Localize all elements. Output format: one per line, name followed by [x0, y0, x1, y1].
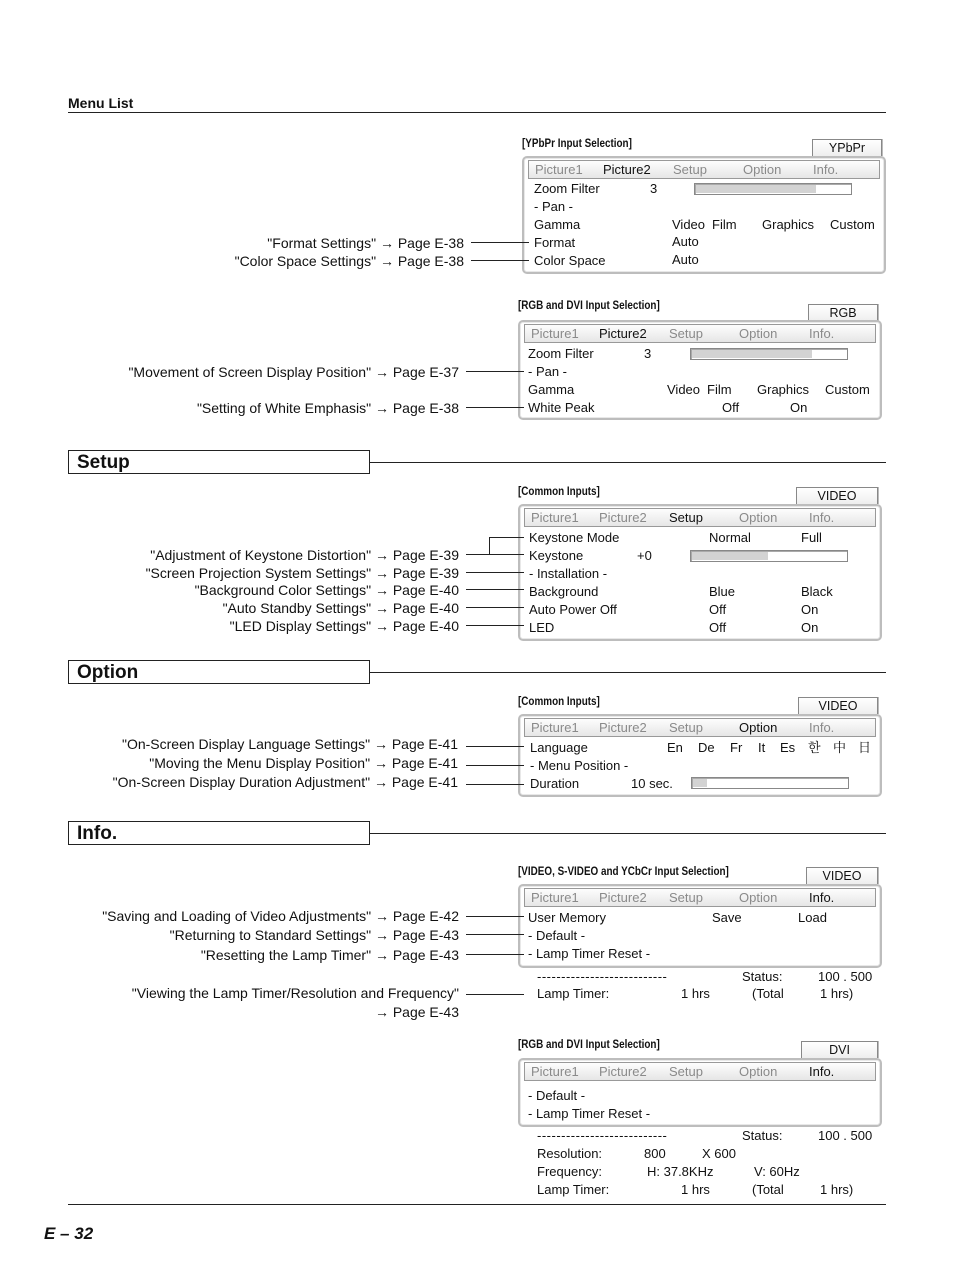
language-ko[interactable]: 한 — [808, 740, 821, 755]
status-divider: --------------------------- — [537, 1128, 668, 1143]
leader-line — [466, 572, 524, 573]
gamma-label: Gamma — [528, 382, 575, 397]
lamp-timer-reset-label[interactable]: - Lamp Timer Reset - — [528, 1106, 651, 1121]
user-memory-ref-label: "Saving and Loading of Video Adjustments" → Page E-42 — [102, 908, 459, 924]
leader-line — [466, 954, 524, 955]
header-rule — [68, 112, 886, 113]
info-menu-panel — [518, 884, 882, 968]
leader-line — [466, 994, 524, 995]
leader-line — [466, 407, 524, 408]
background-label: Background — [529, 584, 599, 599]
lamp-reset-ref-label: "Resetting the Lamp Timer" → Page E-43 — [200, 947, 459, 963]
tab-picture1[interactable]: Picture1 — [531, 890, 579, 905]
slider-fill — [696, 185, 816, 193]
zoom-filter-label: Zoom Filter — [528, 346, 594, 361]
rgb-tab: RGB — [808, 304, 878, 321]
default-label[interactable]: - Default - — [528, 928, 586, 943]
leader-line — [466, 916, 524, 917]
gamma-option-video[interactable]: Video — [672, 217, 706, 232]
tab-option[interactable]: Option — [739, 890, 778, 905]
zoom-filter-slider[interactable] — [694, 183, 852, 195]
status-value: 100 . 500 — [818, 969, 873, 984]
duration-label: Duration — [530, 776, 580, 791]
rgb-menu-panel — [518, 320, 882, 420]
footer-rule — [68, 1204, 886, 1205]
language-ja[interactable]: 日 — [858, 740, 872, 755]
info-video-tab: VIDEO — [806, 867, 878, 884]
gamma-option-graphics[interactable]: Graphics — [757, 382, 810, 397]
lamp-timer-value: 1 hrs — [681, 986, 710, 1001]
lamp-total-value: 1 hrs) — [820, 986, 854, 1001]
tab-info[interactable]: Info. — [809, 510, 835, 525]
status-divider: --------------------------- — [537, 969, 668, 984]
status-label: Status: — [742, 1128, 783, 1143]
ypbpr-tab: YPbPr — [812, 139, 882, 156]
leader-line — [466, 765, 524, 766]
color-space-value[interactable]: Auto — [672, 252, 699, 267]
resolution-height: X 600 — [702, 1146, 736, 1161]
menu-tab-bar — [524, 508, 876, 527]
leader-line — [466, 371, 524, 372]
gamma-option-video[interactable]: Video — [667, 382, 701, 397]
frequency-vertical: V: 60Hz — [754, 1164, 800, 1179]
ypbpr-menu-panel — [522, 156, 886, 274]
status-value: 100 . 500 — [818, 1128, 873, 1143]
keystone-value: +0 — [637, 548, 652, 563]
leader-line — [466, 934, 524, 935]
menu-tab-bar — [524, 1062, 876, 1081]
tab-option[interactable]: Option — [743, 162, 782, 177]
tab-picture1[interactable]: Picture1 — [531, 1064, 579, 1079]
auto-power-off-label: Auto Power Off — [529, 602, 617, 617]
lamp-timer-label: Lamp Timer: — [537, 986, 610, 1001]
slider-fill — [692, 350, 812, 358]
language-fr[interactable]: Fr — [730, 740, 743, 755]
format-settings-label: "Format Settings" → Page E-38 — [267, 235, 464, 251]
tab-picture2[interactable]: Picture2 — [599, 890, 647, 905]
keystone-mode-label: Keystone Mode — [529, 530, 620, 545]
language-es[interactable]: Es — [780, 740, 796, 755]
pan-label[interactable]: - Pan - — [534, 199, 574, 214]
setup-video-tab: VIDEO — [796, 487, 878, 504]
page-number: E – 32 — [44, 1224, 94, 1243]
leader-line — [466, 784, 524, 785]
tab-option[interactable]: Option — [739, 720, 778, 735]
tab-setup[interactable]: Setup — [669, 890, 703, 905]
tab-info[interactable]: Info. — [809, 1064, 835, 1079]
frequency-label: Frequency: — [537, 1164, 603, 1179]
tab-setup[interactable]: Setup — [669, 510, 703, 525]
zoom-filter-value: 3 — [650, 181, 658, 196]
lamp-timer-label: Lamp Timer: — [537, 1182, 610, 1197]
menu-position-label[interactable]: - Menu Position - — [530, 758, 629, 773]
zoom-filter-slider[interactable] — [690, 348, 848, 360]
user-memory-load[interactable]: Load — [798, 910, 827, 925]
tab-picture2[interactable]: Picture2 — [603, 162, 651, 177]
lamp-timer-reset-label[interactable]: - Lamp Timer Reset - — [528, 946, 651, 961]
lamp-total-label: (Total — [752, 1182, 784, 1197]
tab-picture2[interactable]: Picture2 — [599, 326, 647, 341]
installation-label[interactable]: - Installation - — [529, 566, 608, 581]
slider-fill — [693, 779, 707, 787]
gamma-label: Gamma — [534, 217, 581, 232]
leader-line — [489, 537, 524, 538]
tab-picture1[interactable]: Picture1 — [531, 720, 579, 735]
option-menu-panel — [518, 714, 882, 797]
osd-duration-label: "On-Screen Display Duration Adjustment" → Page E-41 — [112, 774, 458, 790]
tab-info[interactable]: Info. — [813, 162, 839, 177]
format-value[interactable]: Auto — [672, 234, 699, 249]
language-de[interactable]: De — [698, 740, 715, 755]
user-memory-label: User Memory — [528, 910, 607, 925]
led-on[interactable]: On — [801, 620, 819, 635]
tab-picture1[interactable]: Picture1 — [531, 510, 579, 525]
pan-label[interactable]: - Pan - — [528, 364, 568, 379]
standard-settings-label: "Returning to Standard Settings" → Page E-43 — [169, 927, 459, 943]
lamp-viewing-page-label: → Page E-43 — [374, 1004, 459, 1020]
gamma-option-film[interactable]: Film — [707, 382, 732, 397]
resolution-width: 800 — [644, 1146, 666, 1161]
status-label: Status: — [742, 969, 783, 984]
screen-position-label: "Movement of Screen Display Position" → Page E-37 — [128, 364, 459, 380]
leader-line — [466, 746, 524, 747]
lamp-total-label: (Total — [752, 986, 784, 1001]
white-emphasis-label: "Setting of White Emphasis" → Page E-38 — [196, 400, 459, 416]
tab-setup[interactable]: Setup — [669, 326, 703, 341]
tab-setup[interactable]: Setup — [669, 1064, 703, 1079]
resolution-label: Resolution: — [537, 1146, 603, 1161]
section-rule — [370, 462, 886, 463]
user-memory-save[interactable]: Save — [712, 910, 742, 925]
info-caption: [VIDEO, S-VIDEO and YCbCr Input Selection] — [518, 866, 729, 878]
language-zh[interactable]: 中 — [833, 740, 847, 755]
auto-power-off-off[interactable]: Off — [709, 602, 727, 617]
duration-value: 10 sec. — [631, 776, 673, 791]
frequency-horizontal: H: 37.8KHz — [647, 1164, 714, 1179]
leader-line — [489, 554, 524, 555]
tab-picture1[interactable]: Picture1 — [535, 162, 583, 177]
white-peak-on[interactable]: On — [790, 400, 808, 415]
led-display-label: "LED Display Settings" → Page E-40 — [229, 618, 459, 634]
tab-picture2[interactable]: Picture2 — [599, 720, 647, 735]
leader-bracket — [489, 537, 490, 554]
language-en[interactable]: En — [667, 740, 683, 755]
led-label: LED — [529, 620, 555, 635]
keystone-slider[interactable] — [690, 550, 848, 562]
auto-standby-label: "Auto Standby Settings" → Page E-40 — [222, 600, 459, 616]
background-color-label: "Background Color Settings" → Page E-40 — [194, 582, 459, 598]
tab-picture1[interactable]: Picture1 — [531, 326, 579, 341]
page-header: Menu List — [68, 95, 134, 111]
projection-system-label: "Screen Projection System Settings" → Page E-39 — [145, 565, 459, 581]
menu-tab-bar — [524, 888, 876, 907]
dvi-menu-panel — [518, 1058, 882, 1127]
rgb-caption: [RGB and DVI Input Selection] — [518, 300, 660, 312]
gamma-option-custom[interactable]: Custom — [825, 382, 870, 397]
slider-fill — [692, 552, 768, 560]
zoom-filter-label: Zoom Filter — [534, 181, 600, 196]
leader-line — [466, 607, 524, 608]
white-peak-off[interactable]: Off — [722, 400, 740, 415]
tab-info[interactable]: Info. — [809, 720, 835, 735]
menu-tab-bar — [524, 324, 876, 343]
tab-option[interactable]: Option — [739, 326, 778, 341]
tab-picture2[interactable]: Picture2 — [599, 510, 647, 525]
option-section-title: Option — [68, 660, 370, 684]
gamma-option-custom[interactable]: Custom — [830, 217, 875, 232]
tab-option[interactable]: Option — [739, 510, 778, 525]
tab-info[interactable]: Info. — [809, 326, 835, 341]
option-caption: [Common Inputs] — [518, 696, 600, 708]
setup-caption: [Common Inputs] — [518, 486, 600, 498]
white-peak-label: White Peak — [528, 400, 595, 415]
background-blue[interactable]: Blue — [709, 584, 736, 599]
osd-language-label: "On-Screen Display Language Settings" → Page E-41 — [121, 736, 458, 752]
tab-info[interactable]: Info. — [809, 890, 835, 905]
color-space-settings-label: "Color Space Settings" → Page E-38 — [234, 253, 464, 269]
tab-setup[interactable]: Setup — [673, 162, 707, 177]
tab-option[interactable]: Option — [739, 1064, 778, 1079]
color-space-label: Color Space — [534, 253, 606, 268]
leader-line — [466, 554, 490, 555]
keystone-mode-normal[interactable]: Normal — [709, 530, 751, 545]
info-section-title: Info. — [68, 821, 370, 845]
keystone-adjust-label: "Adjustment of Keystone Distortion" → Page E-39 — [150, 547, 459, 563]
leader-line — [466, 625, 524, 626]
leader-line — [471, 260, 529, 261]
keystone-label: Keystone — [529, 548, 584, 563]
menu-tab-bar — [528, 160, 880, 179]
setup-section-title: Setup — [68, 450, 370, 474]
menu-position-ref-label: "Moving the Menu Display Position" → Page E-41 — [149, 755, 458, 771]
dvi-tab: DVI — [801, 1041, 878, 1058]
default-label[interactable]: - Default - — [528, 1088, 586, 1103]
lamp-viewing-label: "Viewing the Lamp Timer/Resolution and Frequency" — [131, 985, 459, 1001]
language-label: Language — [530, 740, 588, 755]
lamp-total-value: 1 hrs) — [820, 1182, 854, 1197]
gamma-option-graphics[interactable]: Graphics — [762, 217, 815, 232]
duration-slider[interactable] — [691, 777, 849, 789]
leader-line — [471, 242, 529, 243]
auto-power-off-on[interactable]: On — [801, 602, 819, 617]
keystone-mode-full[interactable]: Full — [801, 530, 822, 545]
language-it[interactable]: It — [758, 740, 766, 755]
dvi-caption: [RGB and DVI Input Selection] — [518, 1039, 660, 1051]
led-off[interactable]: Off — [709, 620, 727, 635]
menu-tab-bar — [524, 718, 876, 737]
section-rule — [370, 672, 886, 673]
setup-menu-panel — [518, 504, 882, 641]
gamma-option-film[interactable]: Film — [712, 217, 737, 232]
zoom-filter-value: 3 — [644, 346, 652, 361]
lamp-timer-value: 1 hrs — [681, 1182, 710, 1197]
tab-setup[interactable]: Setup — [669, 720, 703, 735]
format-label: Format — [534, 235, 576, 250]
section-rule — [370, 833, 886, 834]
background-black[interactable]: Black — [801, 584, 833, 599]
ypbpr-caption: [YPbPr Input Selection] — [522, 138, 632, 150]
option-video-tab: VIDEO — [798, 697, 878, 714]
tab-picture2[interactable]: Picture2 — [599, 1064, 647, 1079]
leader-line — [466, 589, 524, 590]
